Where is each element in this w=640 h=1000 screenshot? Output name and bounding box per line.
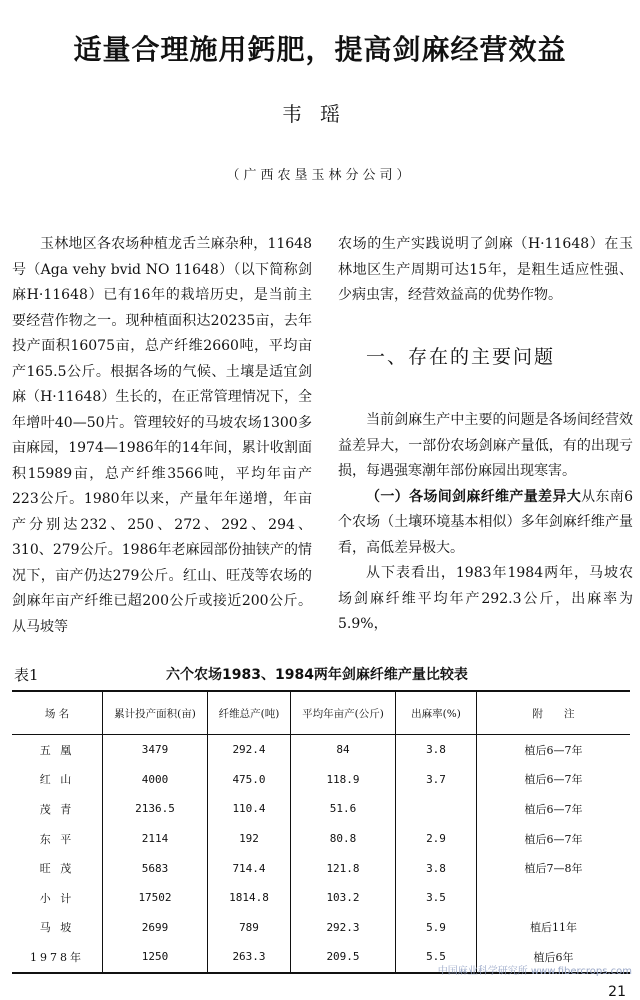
header-total: 纤维总产(吨) <box>208 691 291 735</box>
subheading: （一）各场间剑麻纤维产量差异大 <box>366 488 582 505</box>
cell-total: 192 <box>208 824 291 854</box>
cell-total: 1814.8 <box>208 883 291 913</box>
cell-note: 植后7—8年 <box>477 853 631 883</box>
table-intro-paragraph: 从下表看出，1983年1984两年，马坡农场剑麻纤维平均年产292.3公斤，出麻率为5.9%， <box>338 565 633 632</box>
header-farm: 场 名 <box>44 707 70 720</box>
table-row <box>12 853 630 883</box>
cell-area: 1250 <box>103 942 208 973</box>
subheading-paragraph <box>338 485 633 562</box>
cell-total: 714.4 <box>208 853 291 883</box>
cell-total: 789 <box>208 913 291 943</box>
header-area: 累计投产面积(亩) <box>103 691 208 735</box>
cell-yield: 103.2 <box>291 883 396 913</box>
subheading-text: 从东南6个农场（土壤环境基本相似）多年剑麻纤维产量看，高低差异极大。 <box>338 488 633 556</box>
table-row <box>12 735 630 765</box>
cell-yield: 118.9 <box>291 765 396 795</box>
table-caption: 六个农场1983、1984两年剑麻纤维产量比较表 <box>166 667 468 683</box>
page-number: 21 <box>608 984 626 1000</box>
cell-rate: 3.5 <box>396 883 477 913</box>
cell-yield: 121.8 <box>291 853 396 883</box>
table-label: 表1 <box>14 666 39 684</box>
cell-area: 2114 <box>103 824 208 854</box>
cell-note <box>477 883 631 913</box>
cell-rate: 3.8 <box>396 853 477 883</box>
cell-rate: 3.8 <box>396 735 477 765</box>
cell-farm: 马 坡 <box>39 921 75 935</box>
cell-farm: 旺 茂 <box>39 862 75 876</box>
problem-paragraph: 当前剑麻生产中主要的问题是各场间经营效益差异大，一部份农场剑麻产量低，有的出现亏损，每遇强寒潮年部份麻园出现寒害。 <box>338 412 633 479</box>
cell-farm: 1978年 <box>30 950 84 964</box>
cell-note: 植后11年 <box>477 913 631 943</box>
table-row <box>12 794 630 824</box>
intro-continuation: 农场的生产实践说明了剑麻（H·11648）在玉林地区生产周期可达15年，是粗生适应性强、少病虫害，经营效益高的优势作物。 <box>338 236 633 303</box>
table-row <box>12 765 630 795</box>
cell-farm: 东 平 <box>39 832 75 846</box>
cell-area: 2136.5 <box>103 794 208 824</box>
cell-rate: 5.5 <box>396 942 477 973</box>
header-note: 附 注 <box>477 691 631 735</box>
cell-farm: 茂 青 <box>39 802 75 816</box>
section-heading: 一、存在的主要问题 <box>366 345 556 368</box>
cell-yield: 51.6 <box>291 794 396 824</box>
header-rate: 出麻率(%) <box>396 691 477 735</box>
cell-rate <box>396 794 477 824</box>
cell-note: 植后6—7年 <box>477 765 631 795</box>
cell-note: 植后6—7年 <box>477 735 631 765</box>
cell-yield: 209.5 <box>291 942 396 973</box>
cell-area: 3479 <box>103 735 208 765</box>
left-column <box>12 232 312 640</box>
cell-total: 263.3 <box>208 942 291 973</box>
cell-rate: 5.9 <box>396 913 477 943</box>
cell-rate: 2.9 <box>396 824 477 854</box>
table-row <box>12 883 630 913</box>
cell-farm: 小 计 <box>39 891 75 905</box>
cell-yield: 292.3 <box>291 913 396 943</box>
cell-area: 17502 <box>103 883 208 913</box>
cell-area: 4000 <box>103 765 208 795</box>
table-row <box>12 913 630 943</box>
cell-note: 植后6—7年 <box>477 824 631 854</box>
article-title: 适量合理施用鈣肥，提高剑麻经营效益 <box>73 33 567 66</box>
cell-farm: 红 山 <box>39 773 75 787</box>
cell-rate: 3.7 <box>396 765 477 795</box>
intro-paragraph: 玉林地区各农场种植龙舌兰麻杂种，11648号（Aga vehy bvid NO 11648）（以下简称剑麻H·11648）已有16年的栽培历史，是当前主要经营作物之一。现种植面积达20235亩，去年投产面积16075亩，总产纤维2660吨，平均亩产165.5公斤。根据各场的气候、土壤是适宜剑麻（H·11648）生长的，在正常管理情况下，全年增叶40—50片。管理较好的马坡农场1300多亩麻园，1974—1986年的14年间，累计收割面积15989亩，总产纤维3566吨，平均年亩产223公斤。1980年以来，产量年年递增，年亩产分别达232、250、272、292、294、310、279公斤。1986年老麻园部份抽铗产的情况下，亩产仍达279公斤。红山、旺茂等农场的剑麻年亩产纤维已超200公斤或接近200公斤。从马坡等 <box>12 236 312 635</box>
cell-note: 植后6年 <box>477 942 631 973</box>
cell-yield: 84 <box>291 735 396 765</box>
cell-area: 5683 <box>103 853 208 883</box>
header-yield: 平均年亩产(公斤) <box>291 691 396 735</box>
cell-yield: 80.8 <box>291 824 396 854</box>
table-row <box>12 824 630 854</box>
right-column <box>338 232 633 638</box>
cell-total: 292.4 <box>208 735 291 765</box>
yield-comparison-table <box>12 690 630 974</box>
table-header-row <box>12 691 630 735</box>
author-name: 韦瑶 <box>282 102 358 126</box>
cell-farm: 五 凰 <box>39 743 75 757</box>
cell-total: 110.4 <box>208 794 291 824</box>
cell-total: 475.0 <box>208 765 291 795</box>
site-watermark: 中国麻业科学研究所 www.fibercrops.com <box>437 966 632 977</box>
cell-note: 植后6—7年 <box>477 794 631 824</box>
cell-area: 2699 <box>103 913 208 943</box>
author-affiliation: （广西农垦玉林分公司） <box>226 168 414 183</box>
